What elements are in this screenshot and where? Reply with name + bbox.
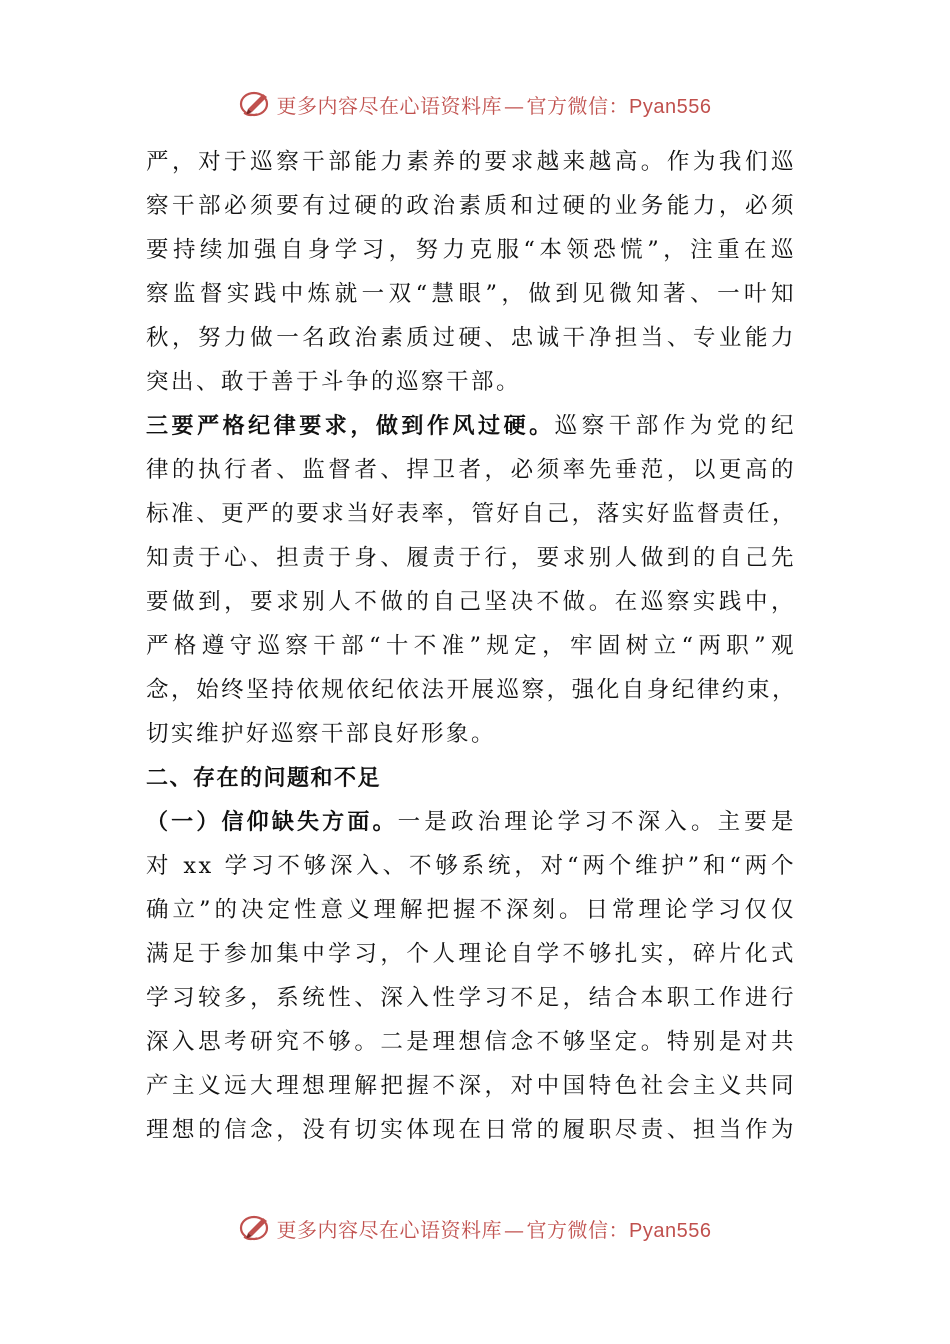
text-line: 念，始终坚持依规依纪依法开展巡察，强化自身纪律约束， xyxy=(146,677,796,703)
text-line: （一）信仰缺失方面。一是政治理论学习不深入。主要是 xyxy=(146,809,796,835)
text-line: 学习较多，系统性、深入性学习不足，结合本职工作进行 xyxy=(146,985,796,1011)
pen-logo-icon xyxy=(239,87,273,121)
paragraph-heading: 三要严格纪律要求，做到作风过硬。 xyxy=(146,414,555,439)
text-line: 切实维护好巡察干部良好形象。 xyxy=(146,721,497,747)
text-line: 严格遵守巡察干部“十不准”规定，牢固树立“两职”观 xyxy=(146,633,796,659)
text-line: 察监督实践中炼就一双“慧眼”，做到见微知著、一叶知 xyxy=(146,281,796,307)
text-line: 要做到，要求别人不做的自己坚决不做。在巡察实践中， xyxy=(146,589,796,615)
header-banner-text: 更多内容尽在心语资料库 — 官方微信：Pyan556 xyxy=(276,93,712,118)
text-line: 理想的信念，没有切实体现在日常的履职尽责、担当作为 xyxy=(146,1117,796,1143)
text-line: 要持续加强自身学习，努力克服“本领恐慌”，注重在巡 xyxy=(146,237,796,263)
footer-banner-text: 更多内容尽在心语资料库 — 官方微信：Pyan556 xyxy=(276,1217,712,1242)
text-line: 秋，努力做一名政治素质过硬、忠诚干净担当、专业能力 xyxy=(146,325,796,351)
text-line: 三要严格纪律要求，做到作风过硬。巡察干部作为党的纪 xyxy=(146,413,796,439)
text-line: 确立”的决定性意义理解把握不深刻。日常理论学习仅仅 xyxy=(146,897,796,923)
text-line: 律的执行者、监督者、捍卫者，必须率先垂范，以更高的 xyxy=(146,457,796,483)
text-line: 满足于参加集中学习，个人理论自学不够扎实，碎片化式 xyxy=(146,941,796,967)
pen-logo-icon xyxy=(239,1211,273,1245)
text-line: 产主义远大理想理解把握不深，对中国特色社会主义共同 xyxy=(146,1073,796,1099)
text-line: 严，对于巡察干部能力素养的要求越来越高。作为我们巡 xyxy=(146,149,796,175)
text-line: 对 xx 学习不够深入、不够系统，对“两个维护”和“两个 xyxy=(146,853,796,879)
section-heading: 二、存在的问题和不足 xyxy=(146,766,382,791)
footer-banner xyxy=(0,1208,950,1248)
document-body xyxy=(146,140,796,1152)
text-line: 知责于心、担责于身、履责于行，要求别人做到的自己先 xyxy=(146,545,796,571)
subsection-heading: （一）信仰缺失方面。 xyxy=(146,810,398,835)
text-line: 标准、更严的要求当好表率，管好自己，落实好监督责任， xyxy=(146,501,796,527)
text-line: 深入思考研究不够。二是理想信念不够坚定。特别是对共 xyxy=(146,1029,796,1055)
header-banner xyxy=(0,84,950,124)
text-line xyxy=(146,756,796,800)
text-line: 察干部必须要有过硬的政治素质和过硬的业务能力，必须 xyxy=(146,193,796,219)
text-line: 突出、敢于善于斗争的巡察干部。 xyxy=(146,369,522,395)
